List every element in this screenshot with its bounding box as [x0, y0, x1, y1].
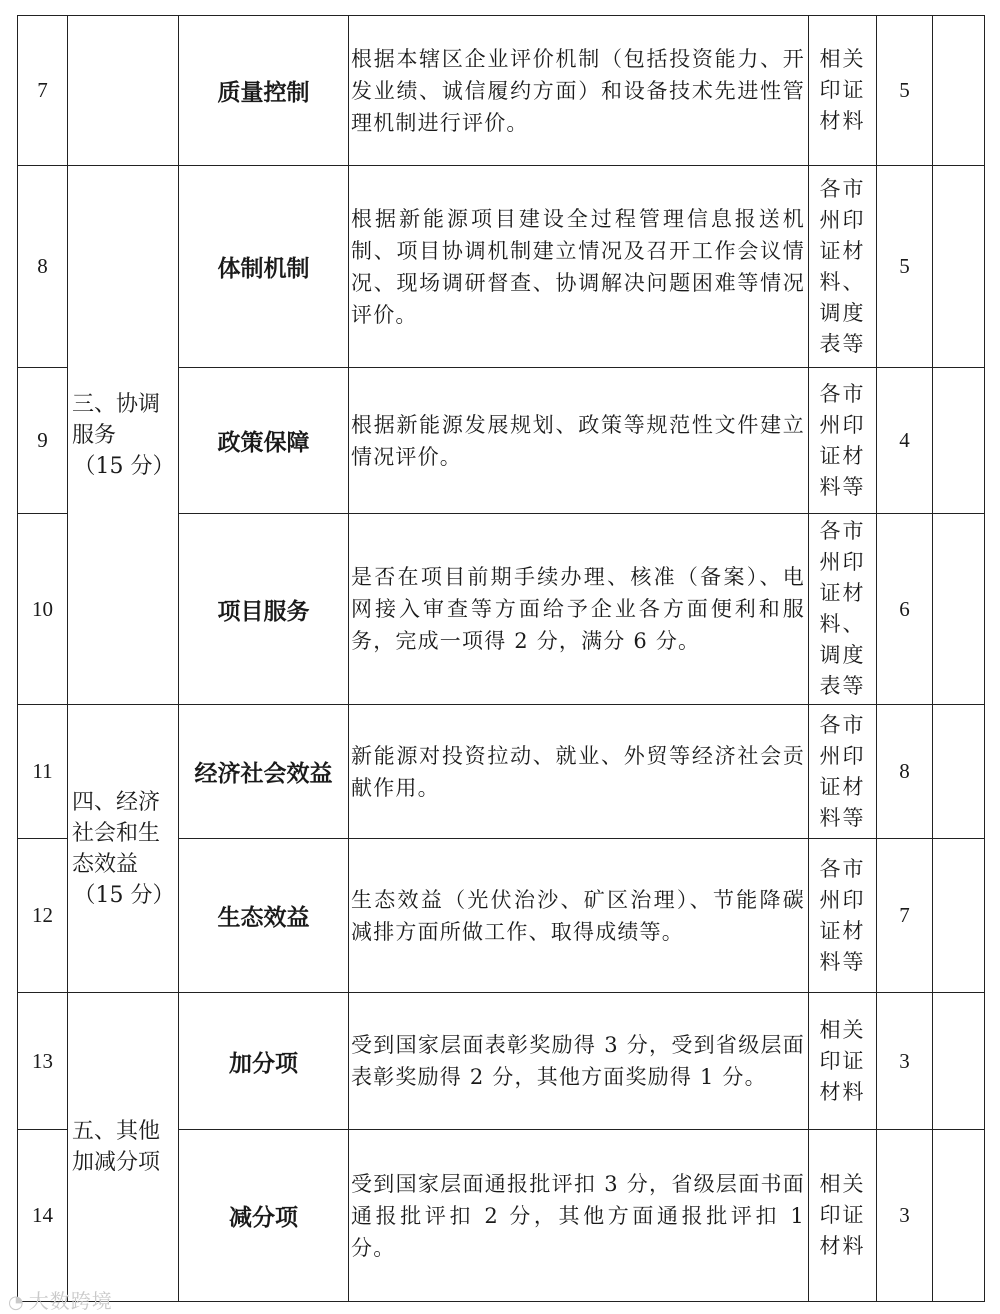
- score-value: 8: [877, 705, 933, 839]
- evidence-source: 各市州印证材料、调度表等: [809, 514, 877, 705]
- indicator-description: 根据新能源项目建设全过程管理信息报送机制、项目协调机制建立情况及召开工作会议情况、现场调研督查、协调解决问题困难等情况评价。: [349, 166, 809, 368]
- indicator-description: 新能源对投资拉动、就业、外贸等经济社会贡献作用。: [349, 705, 809, 839]
- score-value: 5: [877, 166, 933, 368]
- row-number: 13: [18, 993, 68, 1130]
- indicator-description: 根据新能源发展规划、政策等规范性文件建立情况评价。: [349, 368, 809, 514]
- indicator-description: 是否在项目前期手续办理、核准（备案）、电网接入审查等方面给予企业各方面便利和服务，完成一项得 2 分，满分 6 分。: [349, 514, 809, 705]
- blank-cell: [933, 514, 985, 705]
- watermark-text: 大数跨境: [28, 1289, 113, 1313]
- table-row: [18, 16, 985, 166]
- category-points: （15 分）: [73, 453, 175, 479]
- evidence-source: 各市州印证材料等: [809, 368, 877, 514]
- row-number: 7: [18, 16, 68, 166]
- indicator-name: 减分项: [179, 1130, 349, 1302]
- scoring-table: [17, 15, 985, 1302]
- row-number: 9: [18, 368, 68, 514]
- score-value: 4: [877, 368, 933, 514]
- evidence-source: 相关印证材料: [809, 16, 877, 166]
- blank-cell: [933, 368, 985, 514]
- indicator-name: 项目服务: [179, 514, 349, 705]
- score-value: 7: [877, 839, 933, 993]
- evidence-source: 相关印证材料: [809, 993, 877, 1130]
- category-points: （15 分）: [73, 882, 175, 908]
- blank-cell: [933, 705, 985, 839]
- category-title: 五、其他加减分项: [72, 1119, 161, 1175]
- evidence-source: 相关印证材料: [809, 1130, 877, 1302]
- row-number: 10: [18, 514, 68, 705]
- blank-cell: [933, 1130, 985, 1302]
- blank-cell: [933, 16, 985, 166]
- chat-bubble-icon: ◔: [8, 1292, 25, 1313]
- category-cell-empty: [68, 16, 179, 166]
- indicator-description: 受到国家层面表彰奖励得 3 分，受到省级层面表彰奖励得 2 分，其他方面奖励得 1 分。: [349, 993, 809, 1130]
- category-title: 三、协调服务: [72, 391, 161, 448]
- indicator-name: 质量控制: [179, 16, 349, 166]
- score-value: 6: [877, 514, 933, 705]
- category-other-adjustments: [68, 993, 179, 1302]
- watermark: [8, 1285, 113, 1314]
- blank-cell: [933, 993, 985, 1130]
- indicator-name: 政策保障: [179, 368, 349, 514]
- evidence-source: 各市州印证材料、调度表等: [809, 166, 877, 368]
- score-value: 3: [877, 993, 933, 1130]
- row-number: 8: [18, 166, 68, 368]
- blank-cell: [933, 839, 985, 993]
- score-value: 3: [877, 1130, 933, 1302]
- blank-cell: [933, 166, 985, 368]
- indicator-name: 加分项: [179, 993, 349, 1130]
- category-economic-ecological-benefit: [68, 705, 179, 993]
- table-row: [18, 705, 985, 839]
- table-row: [18, 993, 985, 1130]
- indicator-description: 根据本辖区企业评价机制（包括投资能力、开发业绩、诚信履约方面）和设备技术先进性管理机制进行评价。: [349, 16, 809, 166]
- category-coordination-service: [68, 166, 179, 705]
- evidence-source: 各市州印证材料等: [809, 705, 877, 839]
- score-value: 5: [877, 16, 933, 166]
- indicator-description: 生态效益（光伏治沙、矿区治理）、节能降碳减排方面所做工作、取得成绩等。: [349, 839, 809, 993]
- indicator-name: 生态效益: [179, 839, 349, 993]
- indicator-name: 体制机制: [179, 166, 349, 368]
- row-number: 11: [18, 705, 68, 839]
- category-title: 四、经济社会和生态效益: [72, 789, 161, 877]
- row-number: 14: [18, 1130, 68, 1302]
- table-row: [18, 166, 985, 368]
- indicator-name: 经济社会效益: [179, 705, 349, 839]
- indicator-description: 受到国家层面通报批评扣 3 分，省级层面书面通报批评扣 2 分，其他方面通报批评扣 1 分。: [349, 1130, 809, 1302]
- evidence-source: 各市州印证材料等: [809, 839, 877, 993]
- row-number: 12: [18, 839, 68, 993]
